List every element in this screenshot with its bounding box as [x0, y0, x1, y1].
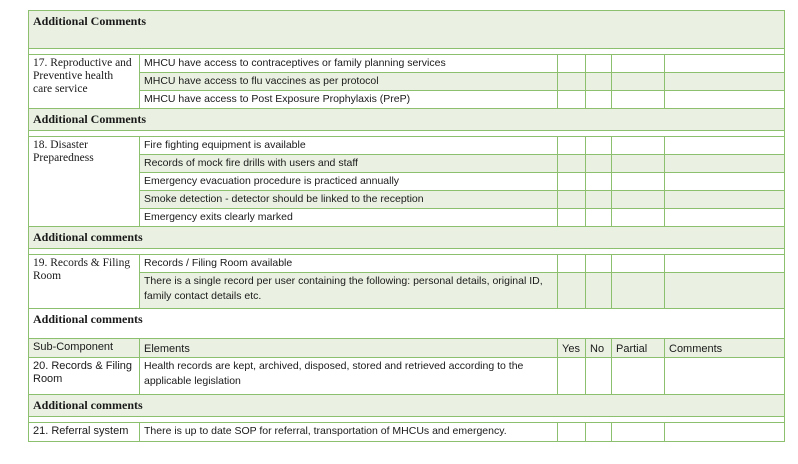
partial-cell[interactable]: [612, 191, 665, 209]
no-cell[interactable]: [586, 358, 612, 395]
additional-comments-label: Additional comments: [33, 312, 143, 326]
comments-cell[interactable]: [665, 358, 785, 395]
yes-cell[interactable]: [558, 91, 586, 109]
table-row: [29, 209, 785, 227]
yes-cell[interactable]: [558, 255, 586, 273]
partial-cell[interactable]: [612, 273, 665, 309]
table-row: [29, 173, 785, 191]
table-row: [29, 137, 785, 155]
yes-cell[interactable]: [558, 137, 586, 155]
no-cell[interactable]: [586, 137, 612, 155]
partial-cell[interactable]: [612, 155, 665, 173]
table-row: [29, 255, 785, 273]
header-sub-component: Sub-Component: [29, 339, 140, 358]
additional-comments-row: [29, 109, 785, 131]
additional-comments-cell[interactable]: [29, 309, 785, 339]
element-cell: Emergency evacuation procedure is practiced annually: [140, 173, 558, 191]
element-cell: Fire fighting equipment is available: [140, 137, 558, 155]
header-partial: Partial: [612, 339, 665, 358]
additional-comments-cell[interactable]: [29, 11, 785, 49]
comments-cell[interactable]: [665, 137, 785, 155]
comments-cell[interactable]: [665, 255, 785, 273]
element-cell: MHCU have access to Post Exposure Prophylaxis (PreP): [140, 91, 558, 109]
no-cell[interactable]: [586, 273, 612, 309]
additional-comments-cell[interactable]: [29, 227, 785, 249]
partial-cell[interactable]: [612, 91, 665, 109]
partial-cell[interactable]: [612, 255, 665, 273]
header-yes: Yes: [558, 339, 586, 358]
additional-comments-row: [29, 309, 785, 339]
element-cell: Records / Filing Room available: [140, 255, 558, 273]
yes-cell[interactable]: [558, 358, 586, 395]
yes-cell[interactable]: [558, 173, 586, 191]
element-cell: There is up to date SOP for referral, transportation of MHCUs and emergency.: [140, 423, 558, 442]
partial-cell[interactable]: [612, 423, 665, 442]
sub-component-20: 20. Records & Filing Room: [29, 358, 140, 395]
table-row: [29, 273, 785, 309]
checklist-table: [28, 10, 785, 442]
yes-cell[interactable]: [558, 273, 586, 309]
sub-component-19: 19. Records & Filing Room: [29, 255, 140, 309]
additional-comments-row: [29, 395, 785, 417]
additional-comments-cell[interactable]: [29, 109, 785, 131]
comments-cell[interactable]: [665, 273, 785, 309]
header-no: No: [586, 339, 612, 358]
no-cell[interactable]: [586, 55, 612, 73]
table-row: [29, 73, 785, 91]
additional-comments-label: Additional comments: [33, 398, 143, 412]
table-row: [29, 55, 785, 73]
no-cell[interactable]: [586, 73, 612, 91]
additional-comments-cell[interactable]: [29, 395, 785, 417]
comments-cell[interactable]: [665, 55, 785, 73]
element-cell: MHCU have access to flu vaccines as per protocol: [140, 73, 558, 91]
element-cell: Health records are kept, archived, disposed, stored and retrieved according to the applicable legislation: [140, 358, 558, 395]
table-row: [29, 91, 785, 109]
partial-cell[interactable]: [612, 173, 665, 191]
partial-cell[interactable]: [612, 137, 665, 155]
comments-cell[interactable]: [665, 173, 785, 191]
yes-cell[interactable]: [558, 73, 586, 91]
no-cell[interactable]: [586, 209, 612, 227]
table-row: [29, 191, 785, 209]
yes-cell[interactable]: [558, 191, 586, 209]
table-row: [29, 423, 785, 442]
comments-cell[interactable]: [665, 73, 785, 91]
partial-cell[interactable]: [612, 55, 665, 73]
column-header-row: [29, 339, 785, 358]
additional-comments-label: Additional comments: [33, 230, 143, 244]
element-cell: MHCU have access to contraceptives or family planning services: [140, 55, 558, 73]
additional-comments-label: Additional Comments: [33, 112, 147, 126]
element-cell: Smoke detection - detector should be linked to the reception: [140, 191, 558, 209]
sub-component-18: 18. Disaster Preparedness: [29, 137, 140, 227]
comments-cell[interactable]: [665, 209, 785, 227]
comments-cell[interactable]: [665, 423, 785, 442]
no-cell[interactable]: [586, 255, 612, 273]
yes-cell[interactable]: [558, 209, 586, 227]
comments-cell[interactable]: [665, 155, 785, 173]
yes-cell[interactable]: [558, 423, 586, 442]
no-cell[interactable]: [586, 173, 612, 191]
comments-cell[interactable]: [665, 91, 785, 109]
checklist-sheet: [28, 10, 784, 442]
element-cell: Emergency exits clearly marked: [140, 209, 558, 227]
element-cell: There is a single record per user containing the following: personal details, original ID, family contact details etc.: [140, 273, 558, 309]
additional-comments-label: Additional Comments: [33, 14, 147, 28]
sub-component-17: 17. Reproductive and Preventive health care service: [29, 55, 140, 109]
no-cell[interactable]: [586, 423, 612, 442]
comments-cell[interactable]: [665, 191, 785, 209]
no-cell[interactable]: [586, 91, 612, 109]
table-row: [29, 155, 785, 173]
partial-cell[interactable]: [612, 358, 665, 395]
header-comments: Comments: [665, 339, 785, 358]
partial-cell[interactable]: [612, 209, 665, 227]
no-cell[interactable]: [586, 155, 612, 173]
header-elements: Elements: [140, 339, 558, 358]
yes-cell[interactable]: [558, 55, 586, 73]
partial-cell[interactable]: [612, 73, 665, 91]
no-cell[interactable]: [586, 191, 612, 209]
additional-comments-row: [29, 227, 785, 249]
table-row: [29, 358, 785, 395]
additional-comments-row: [29, 11, 785, 49]
yes-cell[interactable]: [558, 155, 586, 173]
element-cell: Records of mock fire drills with users and staff: [140, 155, 558, 173]
sub-component-21: 21. Referral system: [29, 423, 140, 442]
